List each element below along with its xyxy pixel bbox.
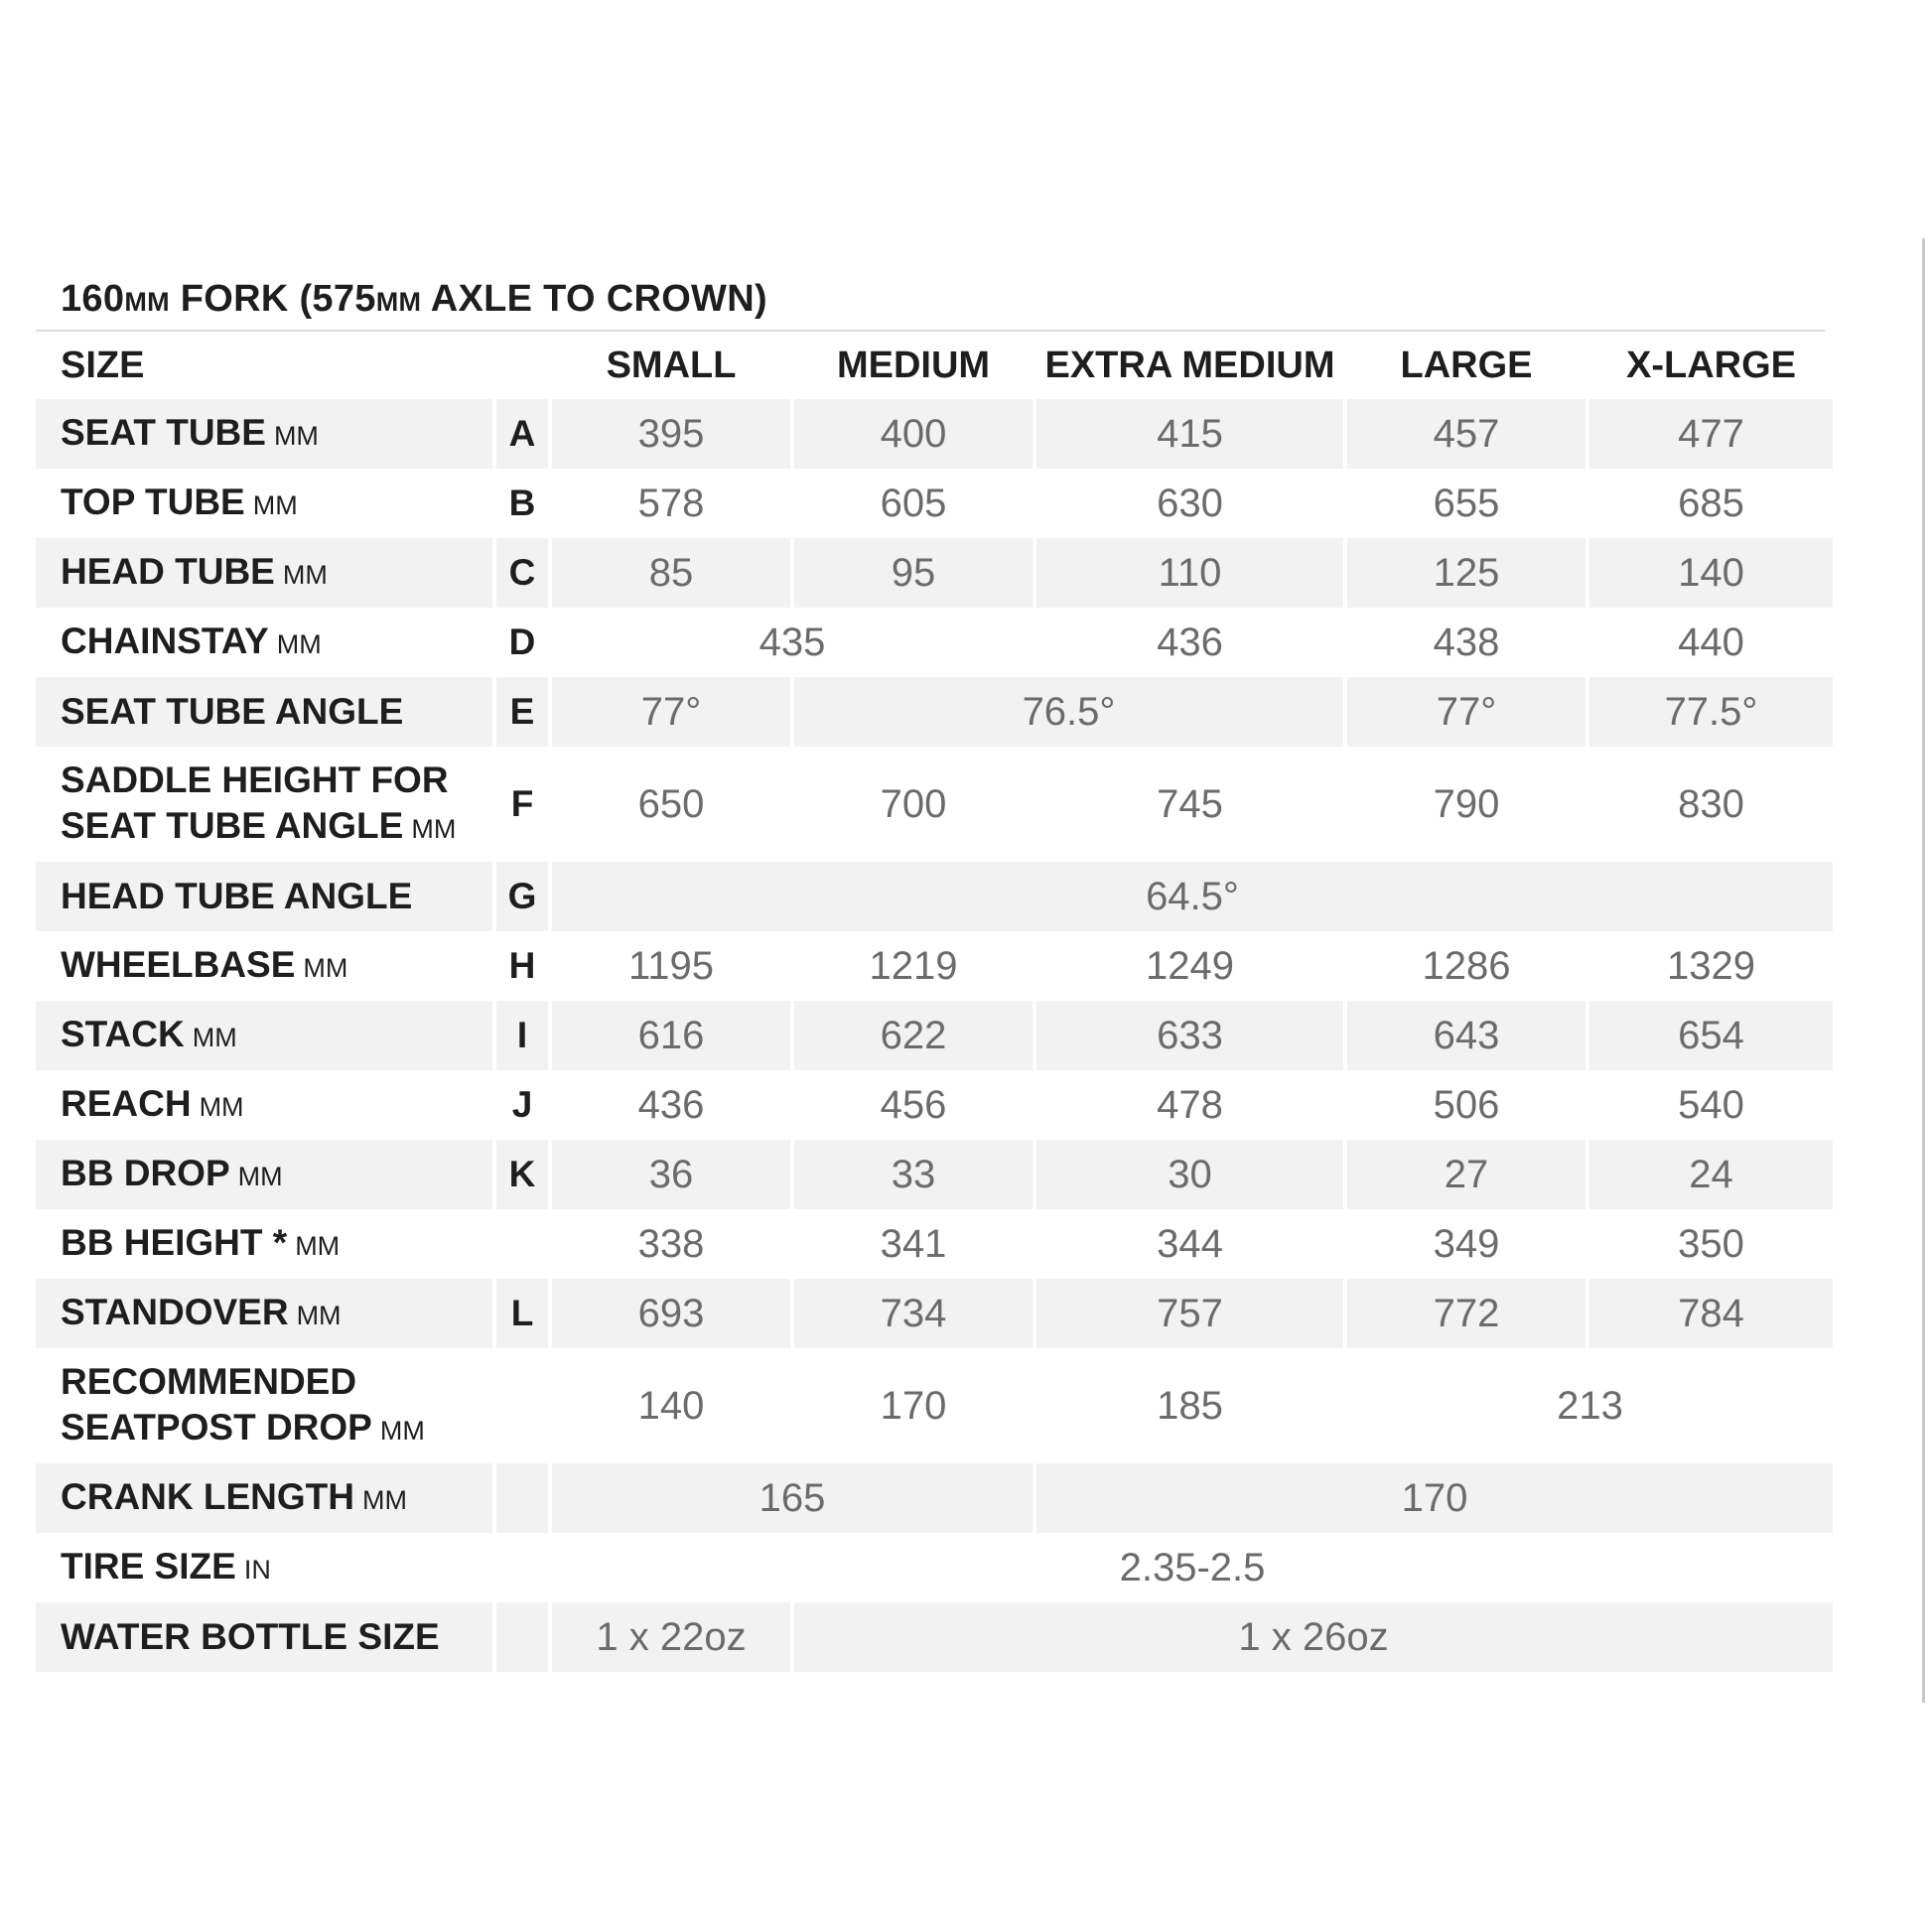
value-cell: 478: [1157, 1082, 1223, 1127]
value-cell: 77°: [1347, 677, 1586, 747]
value-cell: 344: [1157, 1221, 1223, 1266]
row-unit: MM: [379, 1415, 425, 1446]
value-cell: 772: [1347, 1279, 1586, 1348]
value-cell: 1329: [1667, 943, 1755, 988]
value-cell: 734: [794, 1279, 1033, 1348]
row-label-text: BB DROP: [61, 1152, 230, 1193]
row-label: [36, 1070, 492, 1140]
caption-unit: MM: [124, 287, 170, 317]
value-cell: 76.5°: [794, 677, 1343, 747]
table-caption: [36, 268, 1825, 332]
table-row: [36, 1209, 1833, 1279]
caption-unit: MM: [375, 287, 422, 317]
row-key-letter: [496, 1533, 548, 1602]
row-key-letter: [496, 1348, 548, 1463]
row-key-letter: B: [508, 483, 536, 523]
key-header: [496, 332, 548, 399]
value-cell: 1219: [869, 943, 958, 988]
table-row: [36, 538, 1833, 608]
value-cell: 436: [1157, 620, 1223, 664]
row-label: [36, 1279, 492, 1348]
row-key-letter: F: [510, 783, 534, 824]
value-cell: 2.35-2.5: [1119, 1545, 1266, 1589]
table-row: [36, 862, 1833, 931]
row-label-text: CHAINSTAY: [61, 620, 269, 661]
row-unit: MM: [192, 1022, 237, 1052]
value-cell: 350: [1678, 1221, 1744, 1266]
size-column-header: SMALL: [606, 344, 737, 386]
row-key-letter: E: [496, 677, 548, 747]
row-label-text: SADDLE HEIGHT FOR: [61, 759, 449, 800]
row-label: [36, 677, 492, 747]
value-cell: 64.5°: [552, 862, 1833, 931]
geometry-chart: [36, 268, 1825, 1672]
value-cell: 654: [1589, 1001, 1833, 1070]
row-label: [36, 399, 492, 469]
value-cell: 506: [1433, 1082, 1500, 1127]
value-cell: 616: [552, 1001, 790, 1070]
value-cell: 605: [880, 481, 947, 525]
row-key-letter: C: [496, 538, 548, 608]
row-label-text: HEAD TUBE ANGLE: [61, 876, 413, 916]
value-cell: 1195: [627, 943, 714, 988]
table-row: [36, 1533, 1833, 1602]
row-unit: MM: [411, 813, 457, 844]
size-column-header: LARGE: [1400, 344, 1533, 386]
row-label: [36, 469, 492, 538]
value-cell: 30: [1036, 1140, 1343, 1209]
row-key-letter: G: [496, 862, 548, 931]
row-label: [36, 1209, 492, 1279]
value-cell: 440: [1678, 620, 1744, 664]
header-row: [36, 332, 1833, 399]
value-cell: 540: [1678, 1082, 1744, 1127]
value-cell: 436: [637, 1082, 705, 1127]
value-cell: 457: [1347, 399, 1586, 469]
value-cell: 125: [1347, 538, 1586, 608]
row-unit: MM: [296, 1300, 342, 1330]
row-unit: MM: [361, 1484, 407, 1515]
value-cell: 170: [1036, 1463, 1833, 1533]
row-label-text: SEAT TUBE: [61, 411, 266, 453]
value-cell: 77.5°: [1589, 677, 1833, 747]
row-label-text: BB HEIGHT *: [61, 1221, 288, 1263]
row-label: [36, 538, 492, 608]
row-label-text: CRANK LENGTH: [61, 1475, 354, 1517]
row-label-text: REACH: [61, 1082, 192, 1124]
geometry-table: [32, 332, 1837, 1672]
row-label-text: STANDOVER: [61, 1291, 289, 1332]
caption-part: AXLE TO CROWN): [421, 278, 767, 320]
value-cell: 95: [794, 538, 1033, 608]
value-cell: 757: [1036, 1279, 1343, 1348]
scrollbar-thumb[interactable]: [1922, 238, 1925, 1703]
value-cell: 693: [552, 1279, 790, 1348]
row-key-letter: K: [496, 1140, 548, 1209]
value-cell: 578: [637, 481, 705, 525]
table-row: [36, 608, 1833, 677]
value-cell: 170: [880, 1383, 947, 1428]
row-label: [36, 862, 492, 931]
row-label: [36, 747, 492, 862]
row-label-text: TIRE SIZE: [61, 1545, 236, 1587]
value-cell: 341: [880, 1221, 947, 1266]
row-key-letter: [496, 1209, 548, 1279]
value-cell: 400: [794, 399, 1033, 469]
value-cell: 140: [637, 1383, 705, 1428]
row-label-text: TOP TUBE: [61, 481, 245, 522]
value-cell: 643: [1347, 1001, 1586, 1070]
table-row: [36, 1602, 1833, 1672]
value-cell: 1286: [1422, 943, 1511, 988]
table-row: [36, 469, 1833, 538]
value-cell: 36: [552, 1140, 790, 1209]
row-key-letter: [496, 1602, 548, 1672]
value-cell: 165: [552, 1463, 1033, 1533]
table-body: [36, 399, 1833, 1672]
size-column-header: MEDIUM: [836, 344, 991, 386]
value-cell: 77°: [552, 677, 790, 747]
row-label-text: WATER BOTTLE SIZE: [61, 1616, 440, 1657]
table-row: [36, 931, 1833, 1001]
caption-part: FORK (575: [169, 278, 376, 320]
caption-part: 160: [61, 278, 125, 320]
table-row: [36, 677, 1833, 747]
row-key-letter: [496, 1463, 548, 1533]
size-column-header: X-LARGE: [1626, 344, 1796, 386]
value-cell: 85: [552, 538, 790, 608]
value-cell: 438: [1433, 620, 1500, 664]
value-cell: 784: [1589, 1279, 1833, 1348]
row-unit: IN: [243, 1554, 271, 1585]
value-cell: 633: [1036, 1001, 1343, 1070]
value-cell: 140: [1589, 538, 1833, 608]
value-cell: 185: [1157, 1383, 1223, 1428]
row-key-letter: A: [496, 399, 548, 469]
row-label: [36, 1602, 492, 1672]
row-unit: MM: [276, 628, 322, 659]
row-label: [36, 931, 492, 1001]
value-cell: 477: [1589, 399, 1833, 469]
row-key-letter: J: [511, 1084, 533, 1125]
row-key-letter: L: [496, 1279, 548, 1348]
row-label-text: SEATPOST DROP: [61, 1406, 372, 1448]
value-cell: 415: [1036, 399, 1343, 469]
row-label: [36, 1348, 492, 1463]
row-label-text: SEAT TUBE ANGLE: [61, 804, 404, 846]
value-cell: 456: [880, 1082, 947, 1127]
row-label-text: WHEELBASE: [61, 943, 296, 985]
table-row: [36, 1463, 1833, 1533]
value-cell: 33: [794, 1140, 1033, 1209]
value-cell: 622: [794, 1001, 1033, 1070]
row-label: [36, 1001, 492, 1070]
table-row: [36, 1070, 1833, 1140]
value-cell: 110: [1036, 538, 1343, 608]
table-row: [36, 747, 1833, 862]
row-unit: MM: [303, 952, 348, 983]
row-unit: MM: [282, 559, 328, 590]
size-column-header: EXTRA MEDIUM: [1044, 344, 1335, 386]
table-row: [36, 1140, 1833, 1209]
row-unit: MM: [273, 420, 319, 451]
table-row: [36, 399, 1833, 469]
value-cell: 24: [1589, 1140, 1833, 1209]
value-cell: 213: [1557, 1383, 1623, 1428]
row-unit: MM: [199, 1091, 244, 1122]
row-key-letter: I: [496, 1001, 548, 1070]
size-header: SIZE: [61, 344, 145, 386]
value-cell: 700: [880, 781, 947, 826]
row-unit: MM: [252, 489, 298, 520]
row-key-letter: D: [508, 621, 536, 662]
value-cell: 790: [1433, 781, 1500, 826]
value-cell: 435: [759, 620, 826, 664]
row-label-text: RECOMMENDED: [61, 1360, 357, 1402]
table-row: [36, 1348, 1833, 1463]
value-cell: 27: [1347, 1140, 1586, 1209]
value-cell: 830: [1678, 781, 1744, 826]
row-key-letter: H: [508, 945, 536, 986]
row-unit: MM: [237, 1161, 283, 1191]
row-label: [36, 1533, 492, 1602]
value-cell: 630: [1157, 481, 1223, 525]
row-label: [36, 1463, 492, 1533]
row-label-text: SEAT TUBE ANGLE: [61, 691, 404, 732]
value-cell: 650: [637, 781, 705, 826]
value-cell: 1 x 26oz: [794, 1602, 1833, 1672]
row-label-text: HEAD TUBE: [61, 550, 275, 592]
value-cell: 395: [552, 399, 790, 469]
row-label-text: STACK: [61, 1013, 185, 1054]
table-row: [36, 1001, 1833, 1070]
row-label: [36, 608, 492, 677]
table-row: [36, 1279, 1833, 1348]
value-cell: 1 x 22oz: [552, 1602, 790, 1672]
row-unit: MM: [295, 1230, 341, 1261]
value-cell: 349: [1433, 1221, 1500, 1266]
value-cell: 338: [637, 1221, 705, 1266]
value-cell: 1249: [1146, 943, 1234, 988]
value-cell: 745: [1157, 781, 1223, 826]
row-label: [36, 1140, 492, 1209]
value-cell: 685: [1678, 481, 1744, 525]
value-cell: 655: [1433, 481, 1500, 525]
